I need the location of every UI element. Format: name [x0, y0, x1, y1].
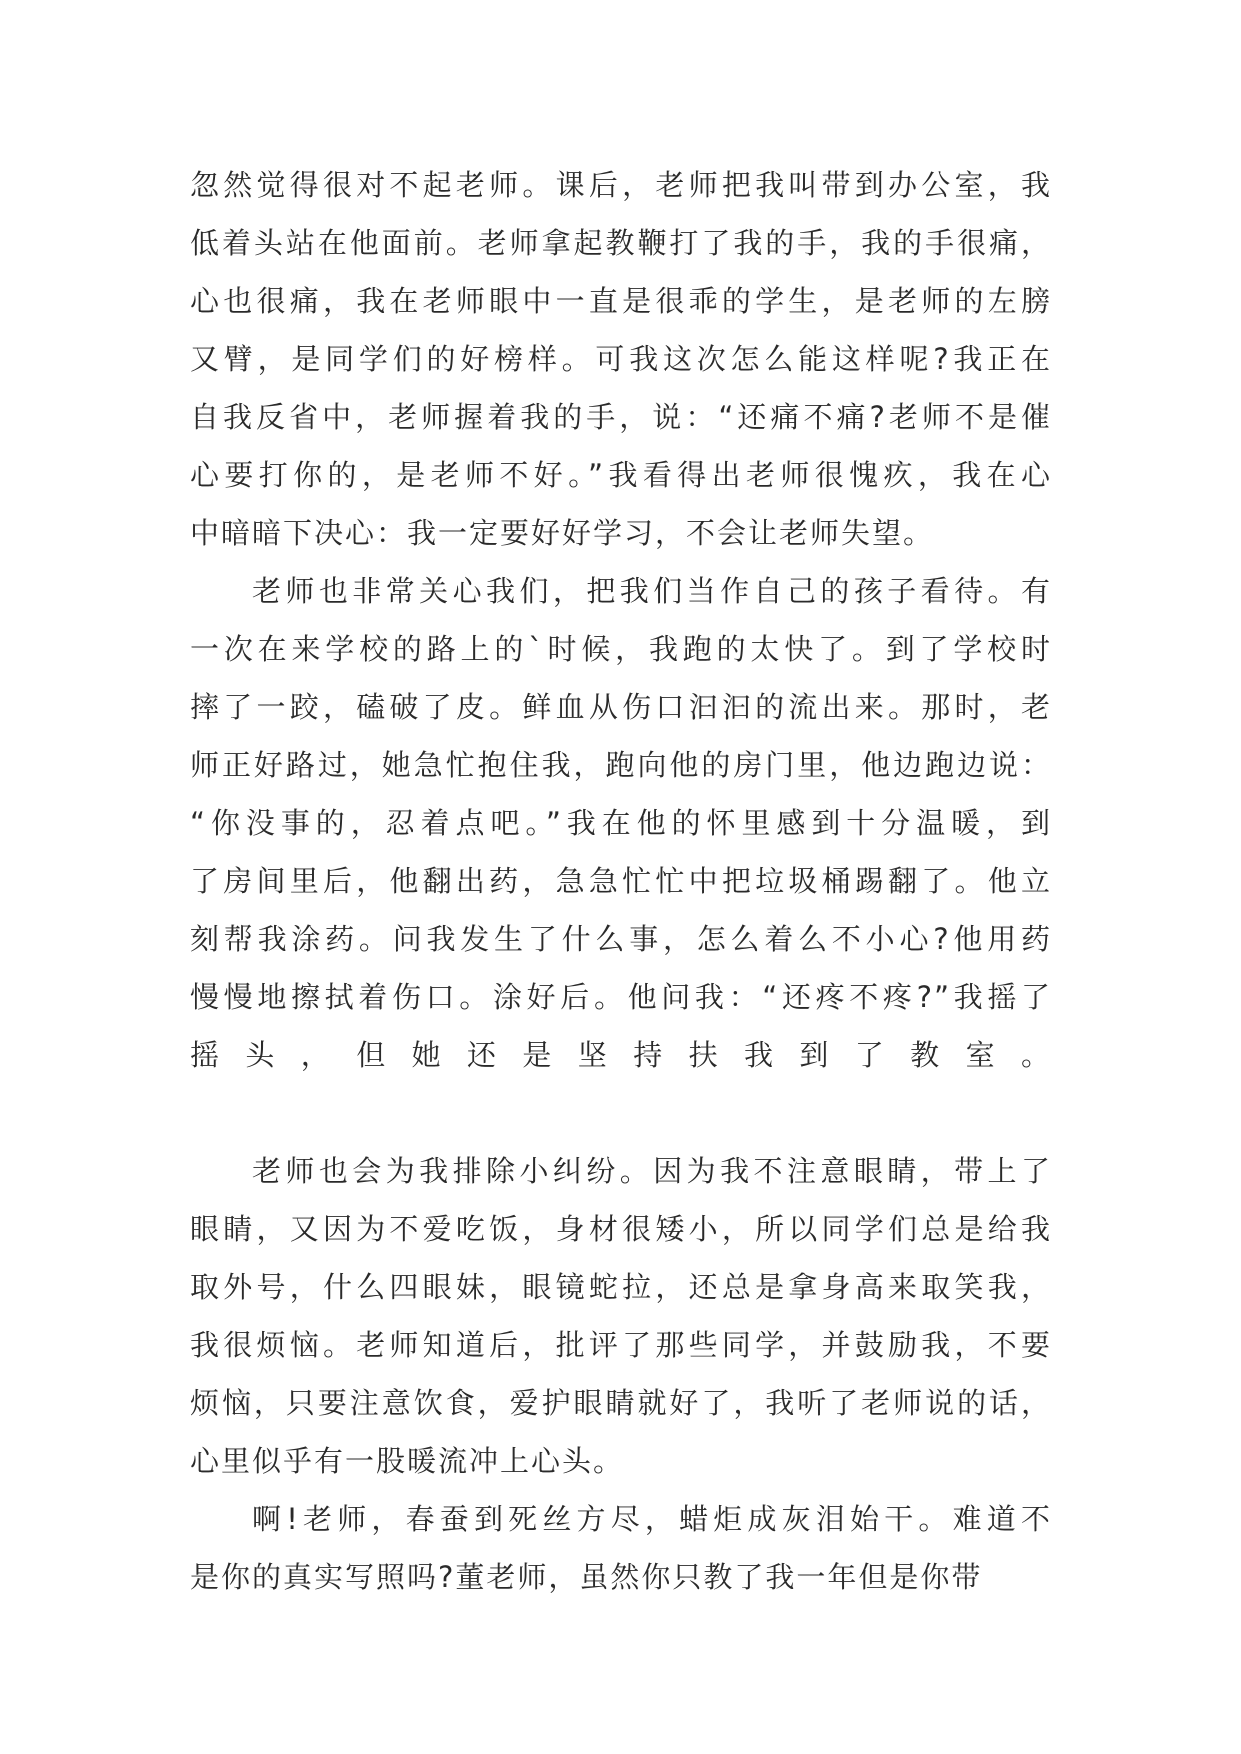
text-line: 心要打你的，是老师不好。”我看得出老师很愧疚，我在心 — [190, 458, 1052, 492]
text-line: 刻帮我涂药。问我发生了什么事，怎么着么不小心?他用药 — [190, 922, 1052, 956]
text-line: 啊!老师，春蚕到死丝方尽，蜡炬成灰泪始干。难道不 — [252, 1502, 1052, 1536]
text-line: 烦恼，只要注意饮食，爱护眼睛就好了，我听了老师说的话， — [190, 1386, 1052, 1420]
text-line: 是你的真实写照吗?董老师，虽然你只教了我一年但是你带 — [190, 1560, 983, 1594]
text-line: 中暗暗下决心：我一定要好好学习，不会让老师失望。 — [190, 516, 935, 550]
text-line: 心里似乎有一股暖流冲上心头。 — [190, 1444, 625, 1478]
text-line: 老师也非常关心我们，把我们当作自己的孩子看待。有 — [252, 574, 1052, 608]
document-body — [190, 156, 1052, 1606]
text-line: 低着头站在他面前。老师拿起教鞭打了我的手，我的手很痛， — [190, 226, 1052, 260]
text-line: 又臂，是同学们的好榜样。可我这次怎么能这样呢?我正在 — [190, 342, 1052, 376]
text-line — [190, 1084, 1052, 1142]
text-line: 慢慢地擦拭着伤口。涂好后。他问我：“还疼不疼?”我摇了 — [190, 980, 1052, 1014]
text-line: 老师也会为我排除小纠纷。因为我不注意眼睛，带上了 — [252, 1154, 1052, 1188]
text-line: 忽然觉得很对不起老师。课后，老师把我叫带到办公室，我 — [190, 168, 1052, 202]
text-line: 眼睛，又因为不爱吃饭，身材很矮小，所以同学们总是给我 — [190, 1212, 1052, 1246]
text-line: 心也很痛，我在老师眼中一直是很乖的学生，是老师的左膀 — [190, 284, 1052, 318]
text-line: 我很烦恼。老师知道后，批评了那些同学，并鼓励我，不要 — [190, 1328, 1052, 1362]
text-line: 摔了一跤，磕破了皮。鲜血从伤口汩汩的流出来。那时，老 — [190, 690, 1052, 724]
text-line: 自我反省中，老师握着我的手，说：“还痛不痛?老师不是催 — [190, 400, 1052, 434]
text-line: 一次在来学校的路上的`时候，我跑的太快了。到了学校时 — [190, 632, 1052, 666]
text-line: 师正好路过，她急忙抱住我，跑向他的房门里，他边跑边说： — [190, 748, 1052, 782]
text-line: “你没事的，忍着点吧。”我在他的怀里感到十分温暖，到 — [190, 806, 1052, 840]
text-line: 取外号，什么四眼妹，眼镜蛇拉，还总是拿身高来取笑我， — [190, 1270, 1052, 1304]
text-line: 了房间里后，他翻出药，急急忙忙中把垃圾桶踢翻了。他立 — [190, 864, 1052, 898]
text-line: 摇头，但她还是坚持扶我到了教室。 — [190, 1038, 1052, 1072]
